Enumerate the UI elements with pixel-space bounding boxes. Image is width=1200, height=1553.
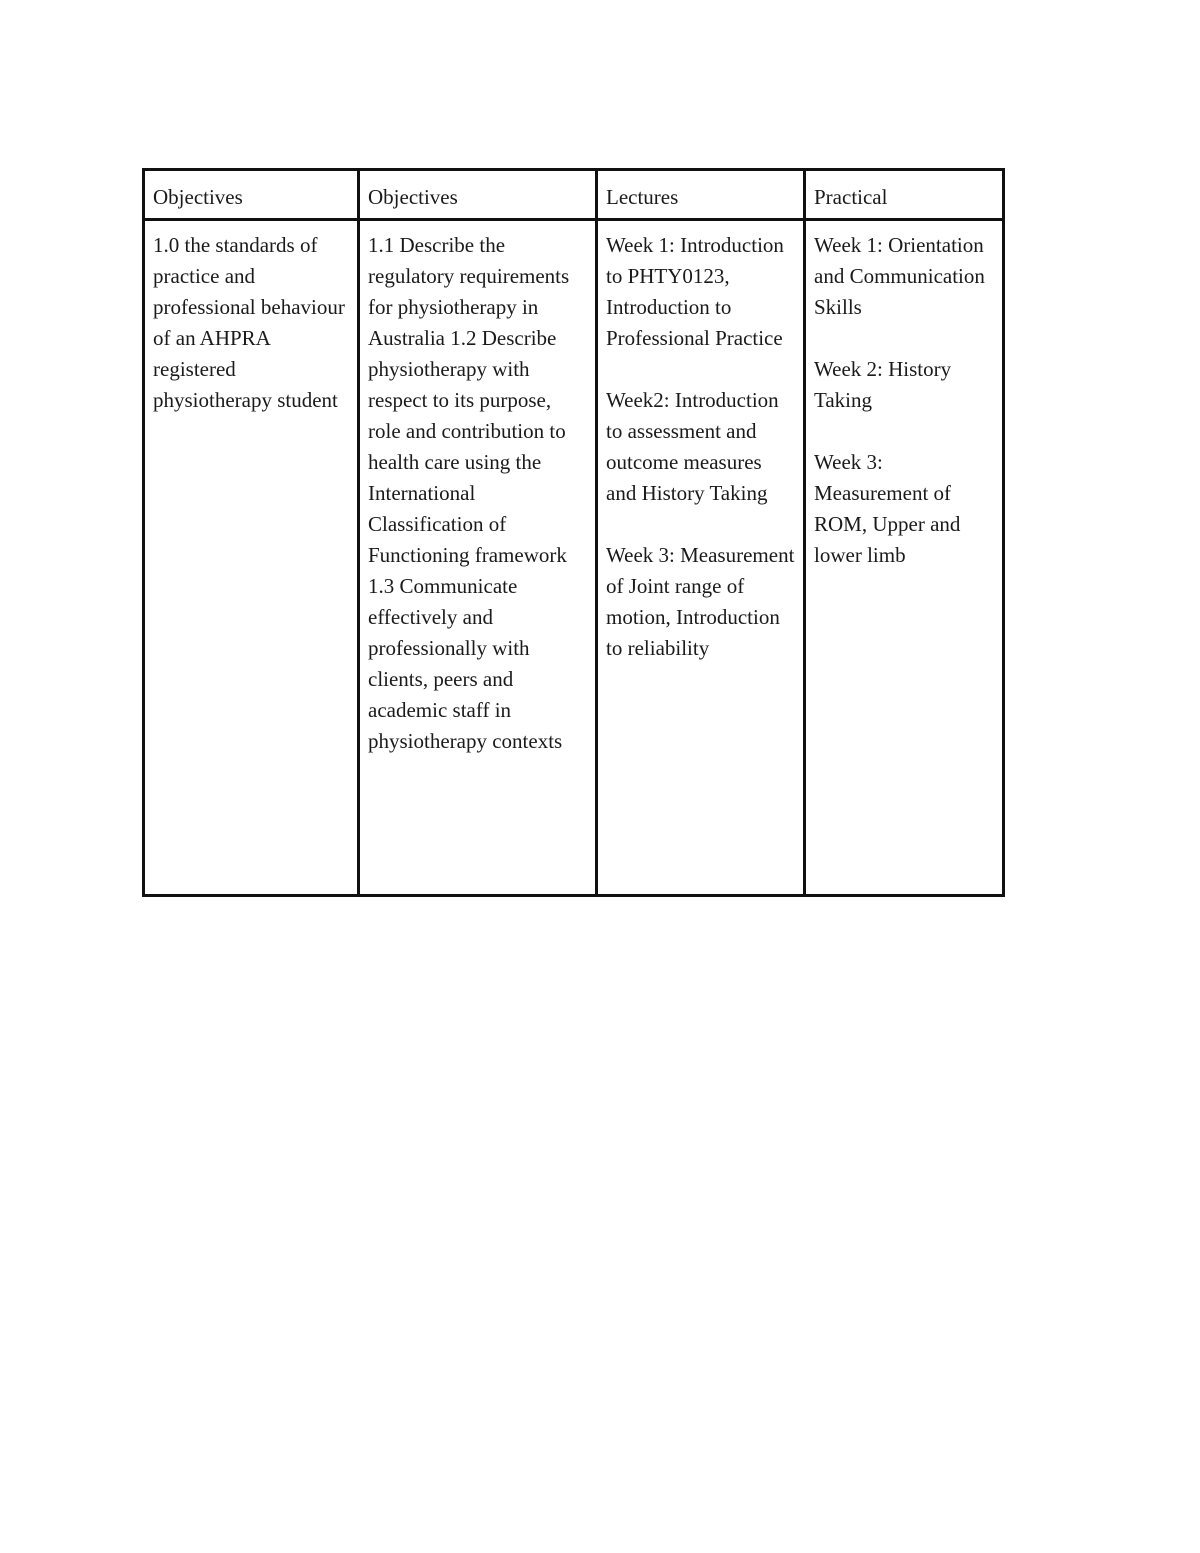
header-practical: Practical xyxy=(805,170,1004,220)
cell-text: Week 1: Orientation and Communication Skills Week 2: History Taking Week 3: Measurement of ROM, Upper and lower limb xyxy=(814,233,985,567)
table-header-row xyxy=(144,170,1004,220)
objectives-table xyxy=(142,168,1005,897)
cell-text: 1.1 Describe the regulatory requirements for physiotherapy in Australia 1.2 Describe physiotherapy with respect to its purpose, role and contribution to health care using the International Classification of Functioning framework 1.3 Communicate effectively and professionally with clients, peers and academic staff in physiotherapy contexts xyxy=(368,233,570,753)
cell-lectures xyxy=(597,220,805,896)
cell-practical xyxy=(805,220,1004,896)
table-row xyxy=(144,220,1004,896)
cell-text: 1.0 the standards of practice and professional behaviour of an AHPRA registered physiotherapy student xyxy=(153,233,345,412)
header-objectives-2: Objectives xyxy=(359,170,597,220)
cell-objective-general xyxy=(144,220,359,896)
cell-objectives-detailed xyxy=(359,220,597,896)
header-objectives-1: Objectives xyxy=(144,170,359,220)
cell-text: Week 1: Introduction to PHTY0123, Introduction to Professional Practice Week2: Introduction to assessment and outcome measures and History Taking Week 3: Measurement of Joint range of motion, Introduction to reliability xyxy=(606,233,795,660)
header-lectures: Lectures xyxy=(597,170,805,220)
